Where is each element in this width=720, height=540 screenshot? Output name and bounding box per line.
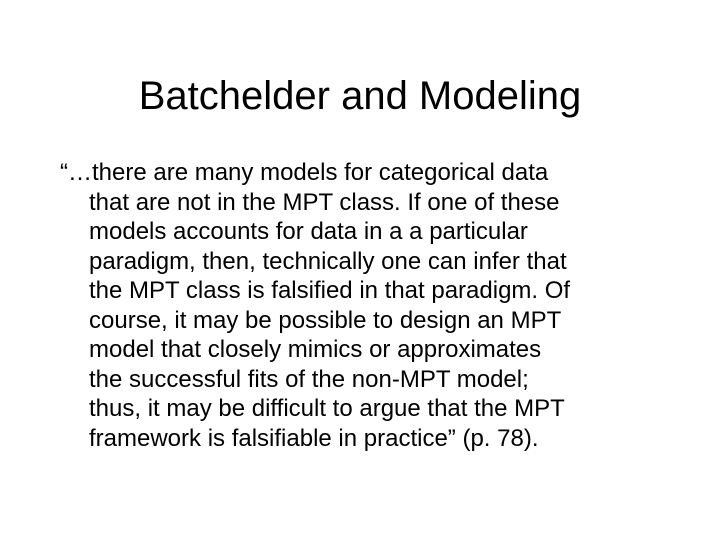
quote-text: “…there are many models for categorical data that are not in the MPT class. If one of these models accounts for data in a a particular paradigm, then, technically one can infer that the MPT class is falsified in that paradigm. Of course, it may be possible to design an MPT model that closely mimics or approximates the successful fits of the non-MPT model; thus, it may be difficult to argue that the MPT framework is falsifiable in practice” (p. 78). bbox=[60, 159, 571, 452]
slide-title: Batchelder and Modeling bbox=[138, 74, 582, 118]
